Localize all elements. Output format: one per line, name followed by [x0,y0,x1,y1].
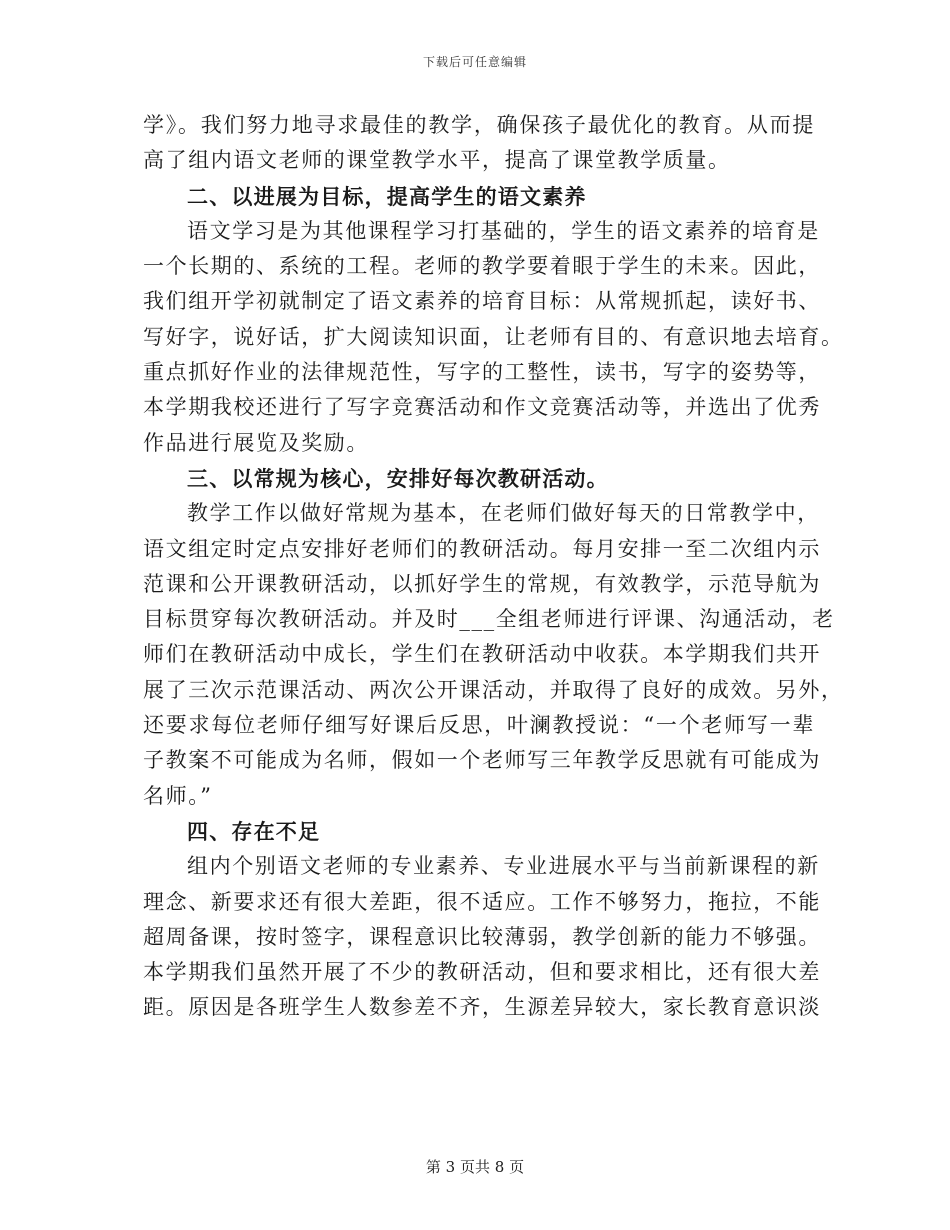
text-line: 子教案不可能成为名师，假如一个老师写三年教学反思就有可能成为 [143,748,821,773]
text-line: 还要求每位老师仔细写好课后反思，叶澜教授说：“一个老师写一辈 [143,713,815,738]
text-line: 语文学习是为其他课程学习打基础的，学生的语文素养的培育是 [187,218,820,243]
text-line: 目标贯穿每次教研活动。并及时___全组老师进行评课、沟通活动，老 [143,607,835,632]
text-line: 范课和公开课教研活动，以抓好学生的常规，有效教学，示范导航为 [143,571,821,596]
text-line: 重点抓好作业的法律规范性，写字的工整性，读书，写字的姿势等， [143,360,821,385]
text-line: 超周备课，按时签字，课程意识比较薄弱，教学创新的能力不够强。 [143,924,821,949]
text-line: 距。原因是各班学生人数参差不齐，生源差异较大，家长教育意识淡 [143,995,821,1020]
header-note: 下载后可任意编辑 [422,55,527,69]
section-heading: 二、以进展为目标，提高学生的语文素养 [187,183,587,209]
section-heading: 四、存在不足 [187,818,321,844]
text-line: 本学期我校还进行了写字竞赛活动和作文竞赛活动等，并选出了优秀 [143,395,821,420]
text-line: 展了三次示范课活动、两次公开课活动，并取得了良好的成效。另外， [143,677,844,702]
section-heading: 三、以常规为核心，安排好每次教研活动。 [187,465,609,491]
text-line: 学》。我们努力地寻求最佳的教学，确保孩子最优化的教育。从而提 [143,113,815,137]
text-line: 理念、新要求还有很大差距，很不适应。工作不够努力，拖拉，不能 [143,889,821,914]
text-line: 一个长期的、系统的工程。老师的教学要着眼于学生的未来。因此， [143,254,821,279]
text-line: 名师。” [143,783,213,808]
text-line: 高了组内语文老师的课堂教学水平，提高了课堂教学质量。 [143,148,731,173]
document-body [143,108,844,1026]
text-line: 师们在教研活动中成长，学生们在教研活动中收获。本学期我们共开 [143,642,821,667]
text-line: 组内个别语文老师的专业素养、专业进展水平与当前新课程的新 [187,854,820,879]
page-number: 第 3 页共 8 页 [425,1158,525,1176]
text-line: 写好字，说好话，扩大阅读知识面，让老师有目的、有意识地去培育。 [143,324,844,349]
text-line: 本学期我们虽然开展了不少的教研活动，但和要求相比，还有很大差 [143,960,821,985]
text-line: 教学工作以做好常规为基本，在老师们做好每天的日常教学中， [187,501,820,526]
text-line: 作品进行展览及奖励。 [143,430,369,455]
text-line: 我们组开学初就制定了语文素养的培育目标：从常规抓起，读好书、 [143,289,821,314]
text-line: 语文组定时定点安排好老师们的教研活动。每月安排一至二次组内示 [143,536,821,561]
